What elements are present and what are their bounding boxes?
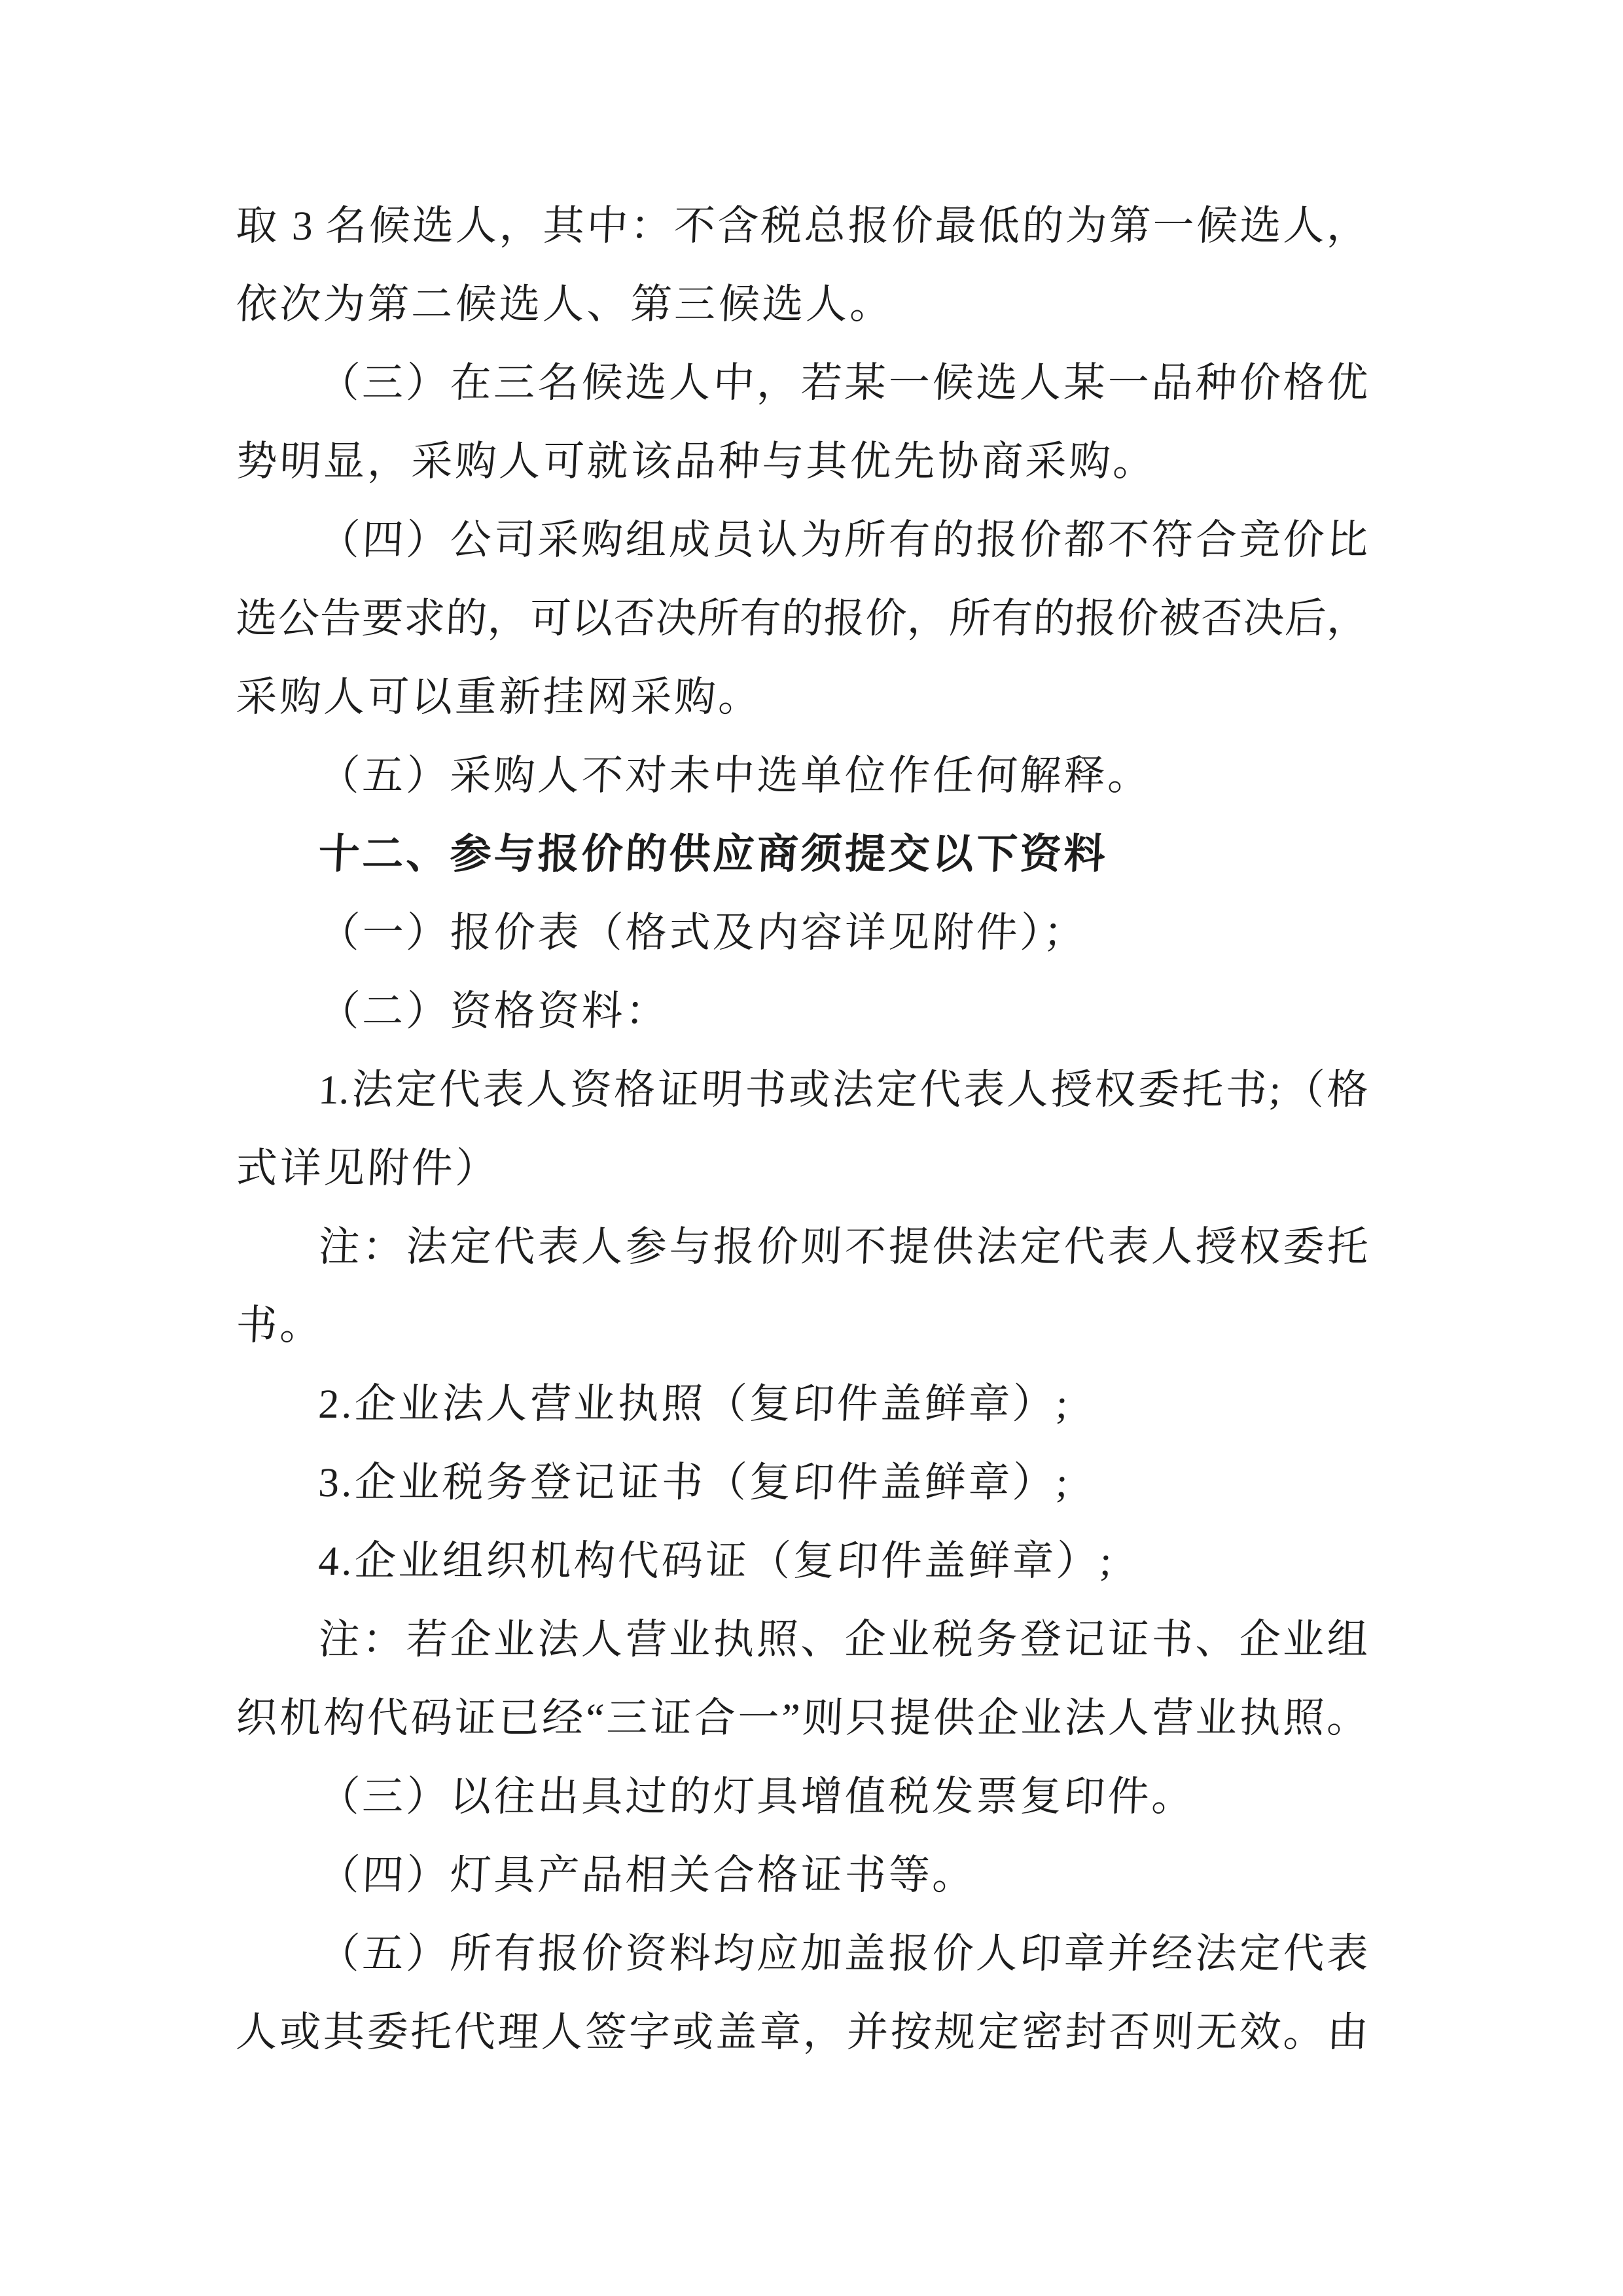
para-candidates-continued-line-1: 取 3 名候选人，其中：不含税总报价最低的为第一候选人， (235, 203, 1370, 249)
para-sub-one-line-1: （一）报价表（格式及内容详见附件）； (317, 910, 1088, 956)
para-note-2-line-1: 注：若企业法人营业执照、企业税务登记证书、企业组 (317, 1617, 1370, 1662)
para-qualification-2-line-1: 2.企业法人营业执照（复印件盖鲜章）; (317, 1381, 1071, 1427)
para-sub-five-line-1: （五）所有报价资料均应加盖报价人印章并经法定代表 (317, 1931, 1370, 1977)
para-sub-four-line-1: （四）灯具产品相关合格证书等。 (317, 1852, 978, 1898)
document-text-block (234, 187, 1370, 2072)
para-sub-five-line-2: 人或其委托代理人签字或盖章，并按规定密封否则无效。由 (235, 2009, 1370, 2055)
para-item-four-line-2: 选公告要求的，可以否决所有的报价，所有的报价被否决后， (235, 596, 1370, 641)
para-qualification-1-line-1: 1.法定代表人资格证明书或法定代表人授权委托书;（格 (317, 1067, 1370, 1113)
para-sub-two-line-1: （二）资格资料： (317, 988, 671, 1034)
para-qualification-1-line-2: 式详见附件） (235, 1145, 501, 1191)
para-item-three-line-2: 势明显，采购人可就该品种与其优先协商采购。 (235, 439, 1158, 484)
para-candidates-continued-line-2: 依次为第二候选人、第三候选人。 (235, 281, 895, 327)
para-item-five-line-1: （五）采购人不对未中选单位作任何解释。 (317, 753, 1153, 798)
para-note-1-line-1: 注：法定代表人参与报价则不提供法定代表人授权委托 (317, 1224, 1370, 1270)
heading-section-twelve-line-1: 十二、参与报价的供应商须提交以下资料 (317, 831, 1109, 877)
para-note-2-line-2: 织机构代码证已经“三证合一”则只提供企业法人营业执照。 (235, 1695, 1370, 1741)
para-sub-three-line-1: （三）以往出具过的灯具增值税发票复印件。 (317, 1774, 1197, 1820)
para-item-four-line-3: 采购人可以重新挂网采购。 (235, 674, 764, 720)
para-qualification-3-line-1: 3.企业税务登记证书（复印件盖鲜章）; (317, 1460, 1071, 1505)
para-item-three-line-1: （三）在三名候选人中，若某一候选人某一品种价格优 (317, 360, 1370, 406)
para-qualification-4-line-1: 4.企业组织机构代码证（复印件盖鲜章）; (317, 1538, 1115, 1584)
para-item-four-line-1: （四）公司采购组成员认为所有的报价都不符合竞价比 (317, 517, 1370, 563)
para-note-1-line-2: 书。 (235, 1302, 325, 1348)
